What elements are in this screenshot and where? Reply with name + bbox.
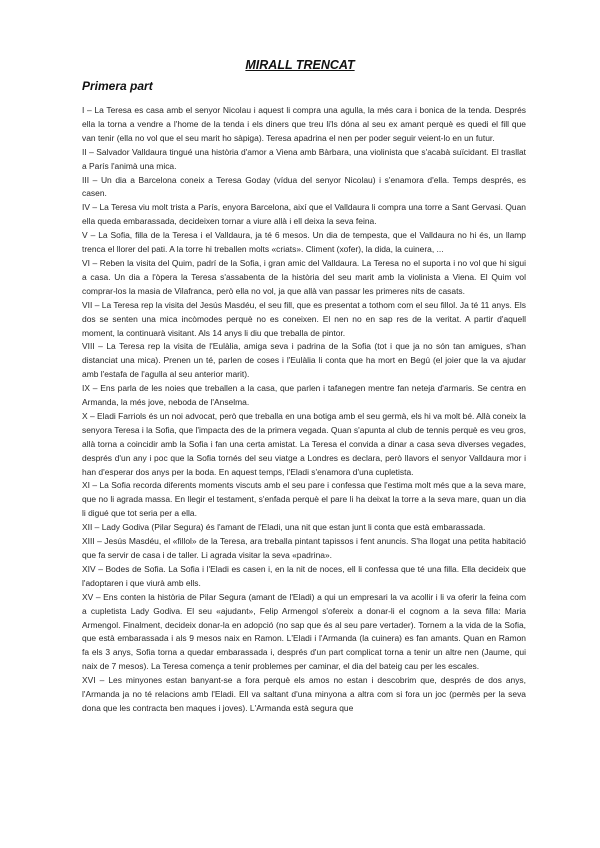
document-body [82,104,526,716]
chapter-paragraph: IX – Ens parla de les noies que treballen a la casa, que parlen i tafanegen mentre fan neteja d'armaris. Se centra en Armanda, la més jove, neboda de l'Anselma. [82,383,526,408]
chapter-paragraph: XVI – Les minyones estan banyant-se a fora perquè els amos no estan i descobrim que, després de dos anys, l'Armanda ja no té relacions amb l'Eladi. Ell va saltant d'una minyona a altra com si fora un joc (permès per la seva dona que les contracta ben maques i joves). L'Armanda està segura que [82,675,526,713]
chapter-paragraph: XIV – Bodes de Sofia. La Sofia i l'Eladi es casen i, en la nit de noces, ell li confessa que té una filla. Ella decideix que l'adoptaren i que viurà amb ells. [82,563,526,588]
chapter-paragraph: VIII – La Teresa rep la visita de l'Eulàlia, amiga seva i padrina de la Sofia (tot i que ja no són tan amigues, s'han distanciat una mica). Prenen un té, parlen de coses i l'Eulàlia li conta que ha mort en Begú (el joier que la va ajudar amb l'estafa de l'agulla al seu anterior marit). [82,341,526,380]
chapter-paragraph: XIII – Jesús Masdéu, el «fillol» de la Teresa, ara treballa pintant tapissos i fent anuncis. S'ha llogat una petita habitació que fa servir de casa i de taller. Li agrada visitar la seva «padrina». [82,536,526,560]
chapter-paragraph: XV – Ens conten la història de Pilar Segura (amant de l'Eladi) a qui un empresari la va acollir i li va oferir la feina com a cupletista Lady Godiva. El seu «ajudant», Felip Armengol s'ofereix a donar-li el cognom a la seva filla: Maria Armengol. Finalment, decideix donar-la en adopció (no sap que és al seu pare vertader). Tornem a la vida de la Sofia, que està embarassada i als 9 mesos naix en Ramon. L'Eladi i l'Armanda (la cuinera) es fan amants. Quan en Ramon fa els 3 anys, Sofia torna a quedar embarassada i, després d'un part complicat torna a tenir un altre nen (Jaume, qui naix de 7 mesos). La Teresa comença a tenir problemes per caminar, el dia del bateig cau per les escales. [82,591,526,672]
chapter-paragraph: VI – Reben la visita del Quim, padrí de la Sofia, i gran amic del Valldaura. La Teresa no el suporta i no vol que hi sigui a casa. Un dia a l'òpera la Teresa s'assabenta de la història del seu marit amb la violinista a Viena. El Quim vol comprar-los la masia de Vilafranca, però ella no vol, ja que allà van passar les primeres nits de casats. [82,257,526,296]
chapter-paragraph: XI – La Sofia recorda diferents moments viscuts amb el seu pare i confessa que l'estima molt més que a la seva mare, que no li agrada massa. En llegir el testament, s'enfada perquè el pare li ha deixat la torre a la seva mare, quan un dia li digué que tot seria per a ella. [82,480,526,519]
chapter-paragraph: XII – Lady Godiva (Pilar Segura) és l'amant de l'Eladi, una nit que estan junt li conta que està embarassada. [82,522,486,533]
chapter-paragraph: X – Eladi Farriols és un noi advocat, però que treballa en una botiga amb el seu germà, els hi va molt bé. Allà coneix la senyora Teresa i la Sofia, que l'impacta des de la primera vegada. Quan s'apunta al club de tennis perquè es veu gros, allà torna a coincidir amb la Sofia i fan una certa amistat. La Teresa el convida a dinar a casa seva diverses vegades, després d'un any i poc que la Sofia tornés del seu viatge a Londres es declara, però llavors el senyor Valldaura mor i han d'esperar dos anys per la boda. En aquest temps, l'Eladi s'enamora d'una cupletista. [82,410,526,477]
chapter-paragraph: III – Un dia a Barcelona coneix a Teresa Goday (vídua del senyor Nicolau) i s'enamora d'ella. Temps després, es casen. [82,174,526,199]
section-subtitle: Primera part [82,79,153,93]
document-title: MIRALL TRENCAT [245,58,355,72]
chapter-paragraph: IV – La Teresa viu molt trista a París, enyora Barcelona, així que el Valldaura li compra una torre a Sant Gervasi. Quan ella queda embarassada, decideixen tornar a viure allà i ell deixa la seva feina. [82,202,526,227]
chapter-paragraph: II – Salvador Valldaura tingué una història d'amor a Viena amb Bàrbara, una violinista que s'acabà suïcidant. El trasllat a París l'animà una mica. [82,146,526,171]
chapter-paragraph: VII – La Teresa rep la visita del Jesús Masdéu, el seu fill, que es presentat a tothom com el seu fillol. Ja té 11 anys. Els dos se senten una mica incòmodes perquè no es coneixen. El nen no en sap res de la veritat. A partir d'aquell moment, la continuarà visitant. Als 14 anys li diu que treballa de pintor. [82,299,526,338]
chapter-paragraph: V – La Sofia, filla de la Teresa i el Valldaura, ja té 6 mesos. Un dia de tempesta, que el Valldaura no hi és, un llamp trenca el llorer del pati. A la torre hi treballen molts «criats». Climent (xofer), la dida, la cuinera, ... [82,230,526,255]
chapter-paragraph: I – La Teresa es casa amb el senyor Nicolau i aquest li compra una agulla, la més cara i bonica de la tenda. Després ella la torna a vendre a l'home de la tenda i els diners que treu li'ls dóna al seu ex amant perquè es quedi el fill que van tenir (ella no vol que el seu marit ho sàpiga). Teresa apadrina el nen per poder seguir veient-lo en un futur. [82,105,526,143]
